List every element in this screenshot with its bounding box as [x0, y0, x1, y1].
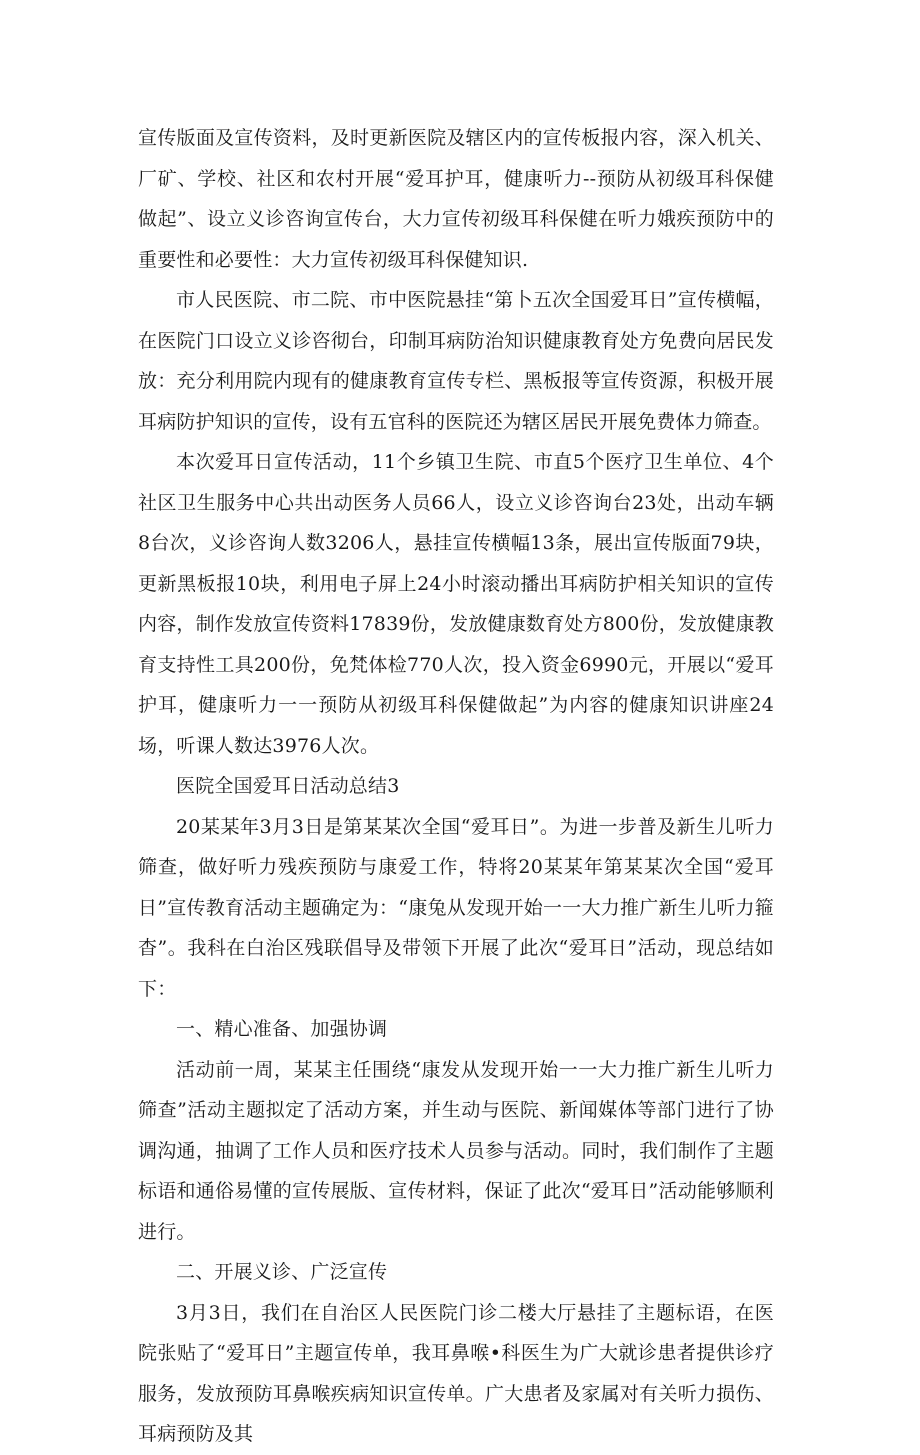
paragraph-activity-statistics: 本次爱耳日宣传活动，11个乡镇卫生院、市直5个医疗卫生单位、4个社区卫生服务中心共出动医务人员66人，设立义诊咨询台23处，出动车辆8台次，义诊咨询人数3206人，悬挂宣传横幅13条，展出宣传版面79块，更新黑板报10块，利用电子屏上24小时滚动播出耳病防护相关知识的宣传内容，制作发放宣传资料17839份，发放健康数育处方800份，发放健康教育支持性工具200份，免梵体检770人次，投入资金6990元，开展以“爱耳护耳，健康听力一一预防从初级耳科保健做起”为内容的健康知识讲座24场，听课人数达3976人次。 — [138, 451, 774, 757]
section-heading-free-clinic: 二、开展义诊、广泛宣传 — [176, 1261, 388, 1283]
section-title-summary-3: 医院全国爱耳日活动总结3 — [176, 775, 400, 797]
paragraph-continuation: 宣传版面及宣传资料，及时更新医院及辖区内的宣传板报内容，深入机关、厂矿、学校、社区和农村开展“爱耳护耳，健康听力--预防从初级耳科保健做起”、设立义诊咨询宣传台，大力宣传初级耳科保健在听力娥疾预防中的重要性和必要性：大力宣传初级耳科保健知识. — [138, 127, 774, 271]
paragraph-preparation: 活动前一周，某某主任围绕“康发从发现开始一一大力推广新生儿听力筛查”活动主题拟定了活动方案，并生动与医院、新闻媒体等部门进行了协调沟通，抽调了工作人员和医疗技术人员参与活动。同时，我们制作了主题标语和通俗易懂的宣传展版、宣传材料，保证了此次“爱耳日”活动能够顺利进行。 — [138, 1058, 774, 1243]
paragraph-intro: 20某某年3月3日是第某某次全国“爱耳日”。为进一步普及新生儿听力筛查，做好听力残疾预防与康爱工作，特将20某某年第某某次全国“爱耳日”宣传教育活动主题确定为：“康兔从发现开始一一大力推广新生儿听力箍杳”。我科在白治区残联倡导及带领下开展了此次“爱耳日”活动，现总结如下： — [138, 815, 774, 1000]
document-body — [138, 118, 774, 1455]
section-heading-preparation: 一、精心准备、加强协调 — [176, 1018, 388, 1040]
paragraph-city-hospitals: 市人民医院、市二院、市中医院悬挂“第卜五次全国爱耳日”宣传横幅，在医院门口设立义诊咨彻台，印制耳病防治知识健康教育处方免费向居民发放：充分利用院内现有的健康教育宣传专栏、黑板报等宣传资源，积极开展耳病防护知识的宣传，设有五官科的医院还为辖区居民开展免费体力筛查。 — [138, 289, 774, 433]
paragraph-free-clinic: 3月3日，我们在自治区人民医院门诊二楼大厅悬挂了主题标语，在医院张贴了“爱耳日”主题宣传单，我耳鼻喉•科医生为广大就诊患者提供诊疗服务，发放预防耳鼻喉疾病知识宣传单。广大患者及家属对有关听力损伤、耳病预防及其 — [138, 1301, 774, 1445]
